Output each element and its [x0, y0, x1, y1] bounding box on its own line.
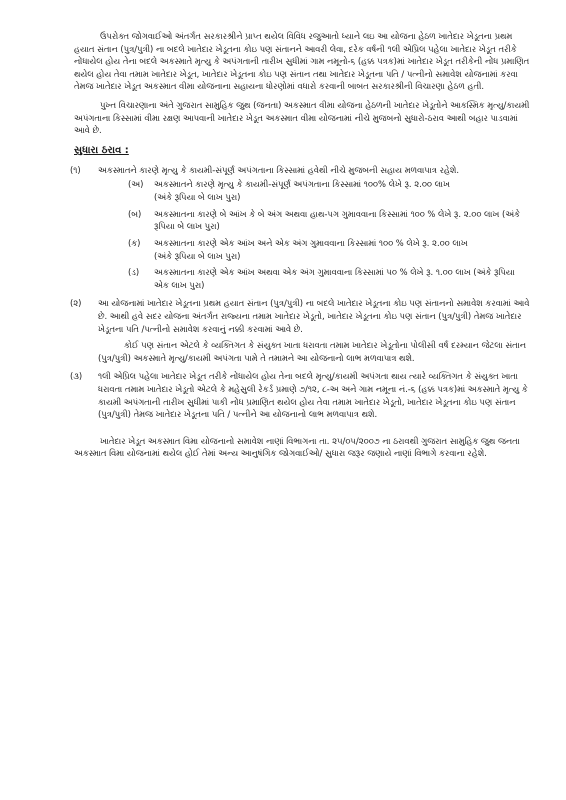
clause-text: ૧લી એપ્રિલ પહેલા ખાતેદાર ખેડૂત તરીકે નોંધાયેલ હોય તેના બદલે મૃત્યુ/કાયમી અપંગતા થાય ત્યારે વ્યક્તિગત કે સંયુક્ત ખાતા ધરાવતા તમામ ખાતેદાર ખેડૂતો એટલે કે મહેસુલી રેકર્ડ પ્રમાણે ૭/૧૨, ૮-અ અને ગામ નમૂના નં.-૬ (હક્ક પત્રક)માં અકસ્માતે મૃત્યુ કે કાયમી અપંગતાની તારીખ સુધીમાં પાકી નોંધ પ્રમાણિત થયેલ હોય તેવા તમામ ખાતેદાર ખેડૂતો, ખાતેદાર ખેડૂતના કોઇ પણ સંતાન (પુત્ર/પુત્રી) તેમજ ખાતેદાર ખેડૂતના પતિ / પત્નીને આ યોજનાનો લાભ મળવાપાત્ર થશે.	[98, 371, 528, 420]
sub-clause-note: (અંકે રૂપિયા બે લાખ પુરા)	[154, 192, 241, 203]
intro-paragraph-1: ઉપરોક્ત જોગવાઈઓ અંતર્ગત સરકારશ્રીને પ્રાપ્ત થયેલ વિવિધ રજુઆતો ધ્યાને લઇ આ યોજના હેઠળ ખાતેદાર ખેડૂતના પ્રથમ હયાત સંતાન (પુત્ર/પુત્રી) ના બદલે ખાતેદાર ખેડૂતના કોઇ પણ સંતાનને આવરી લેવા, દરેક વર્ષની ૧લી એપ્રિલ પહેલા ખાતેદાર ખેડૂત તરીકે નોંધાયેલ હોય તેના બદલે અકસ્માતે મૃત્યુ કે અપંગતાની તારીખ સુધીમાં ગામ નમૂનો-૬ (હક્ક પત્રક)માં ખાતેદાર ખેડૂત તરીકેની નોંધ પ્રમાણિત થયેલ હોય તેવા તમામ ખાતેદાર ખેડૂત, ખાતેદાર ખેડૂતના કોઇ પણ સંતાન તથા ખાતેદાર ખેડૂતના પતિ / પત્નીનો સમાવેશ યોજનામાં કરવા તેમજ ખાતેદાર ખેડૂત અકસ્માત વીમા યોજનાના સહાયના ધોરણોમાં વધારો કરવાની બાબત સરકારશ્રીની વિચારણા હેઠળ હતી.	[74, 31, 530, 92]
closing-paragraph: ખાતેદાર ખેડૂત અકસ્માત વિમા યોજનાનો સમાવેશ નાણાં વિભાગના તા. ૨૫/૦૫/૨૦૦૭ ના ઠરાવથી ગુજરાત સામુહિક જુથ જનતા અકસ્માત વિમા યોજનામાં થયેલ હોઈ તેમાં અન્ય આનુષંગિક જોગવાઈઓ/ સુધારા જરૂર જણાયે નાણાં વિભાગે કરવાના રહેશે.	[74, 435, 520, 459]
sub-clause-text: અકસ્માતના કારણે એક આંખ અને એક અંગ ગુમાવવાના કિસ્સામાં ૧૦૦ % લેખે રૂ. ૨.૦૦ લાખ	[154, 237, 468, 248]
sub-clause-number: (અ)	[128, 179, 144, 190]
sub-clause-c	[128, 237, 532, 262]
clause-number: (૧)	[70, 164, 81, 175]
sub-clause-b	[128, 208, 532, 233]
intro-paragraph-2: પુખ્ત વિચારણાના અંતે ગુજરાત સામુહિક જુથ (જનતા) અકસ્માત વીમા યોજના હેઠળની ખાતેદાર ખેડૂતોને આકસ્મિક મૃત્યુ/કાયમી અપંગતાના કિસ્સામાં વીમા રક્ષણ આપવાની ખાતેદાર ખેડૂત અકસ્માત વીમા યોજનામાં નીચે મુજબનો સુધારો-ઠરાવ આથી બહાર પાડવામાં આવે છે.	[74, 100, 530, 136]
clause-1	[70, 164, 532, 291]
clause-text-continued: કોઈ પણ સંતાન એટલે કે વ્યક્તિગત કે સંયુક્ત ખાતા ધરાવતા તમામ ખાતેદાર ખેડૂતોના પોલીસી વર્ષ દરમ્યાન જેટલા સંતાન (પુત્ર/પુત્રી) અકસ્માતે મૃત્યુ/કાયમી અપંગતા પામે તે તમામને આ યોજનાનો લાભ મળવાપાત્ર થશે.	[98, 340, 526, 363]
sub-clause-note: (અંકે રૂપિયા બે લાખ પુરા)	[154, 250, 241, 261]
sub-clause-text: અકસ્માતના કારણે બે આંખ કે બે અંગ અથવા હાથ-પગ ગુમાવવાના કિસ્સામાં ૧૦૦ % લેખે રૂ. ૨.૦૦ લાખ (અંકે રૂપિયા બે લાખ પુરા)	[154, 208, 520, 232]
amendment-heading: સુધારા ઠરાવ :	[74, 144, 129, 156]
sub-clause-text: અકસ્માતના કારણે એક આંખ અથવા એક અંગ ગુમાવવાના કિસ્સામાં ૫૦ % લેખે રૂ. ૧.૦૦ લાખ (અંકે રૂપિયા એક લાખ પુરા)	[154, 267, 515, 290]
sub-clause-number: (બ)	[128, 208, 142, 219]
sub-clause-number: (ક)	[128, 237, 141, 248]
clause-3	[70, 370, 532, 420]
clause-text: અકસ્માતને કારણે મૃત્યુ કે કાયમી-સંપૂર્ણ અપંગતાના કિસ્સામાં હવેથી નીચે મુજબની સહાય મળવાપાત્ર રહેશે.	[98, 164, 460, 175]
clause-text: આ યોજનામાં ખાતેદાર ખેડૂતના પ્રથમ હયાત સંતાન (પુત્ર/પુત્રી) ના બદલે ખાતેદાર ખેડૂતના કોઇ પણ સંતાનનો સમાવેશ કરવામાં આવે છે. આથી હવે સદર યોજના અંતર્ગત રાજ્યના તમામ ખાતેદાર ખેડૂતો, ખાતેદાર ખેડૂતના કોઇ પણ સંતાન (પુત્ર/પુત્રી) તેમજ ખાતેદાર ખેડૂતના પતિ /પત્નીનો સમાવેશ કરવાનું નક્કી કરવામાં આવે છે.	[98, 298, 530, 334]
sub-clause-text: અકસ્માતને કારણે મૃત્યુ કે કાયમી-સંપૂર્ણ અપંગતાના કિસ્સામાં ૧૦૦% લેખે રૂ. ૨.૦૦ લાખ	[154, 179, 450, 190]
sub-clause-d	[128, 266, 532, 291]
clause-number: (૩)	[70, 371, 83, 382]
clause-number: (૨)	[70, 298, 82, 309]
sub-clause-a	[128, 178, 532, 203]
clause-2	[70, 297, 532, 364]
sub-clause-number: (ડ)	[128, 267, 140, 278]
